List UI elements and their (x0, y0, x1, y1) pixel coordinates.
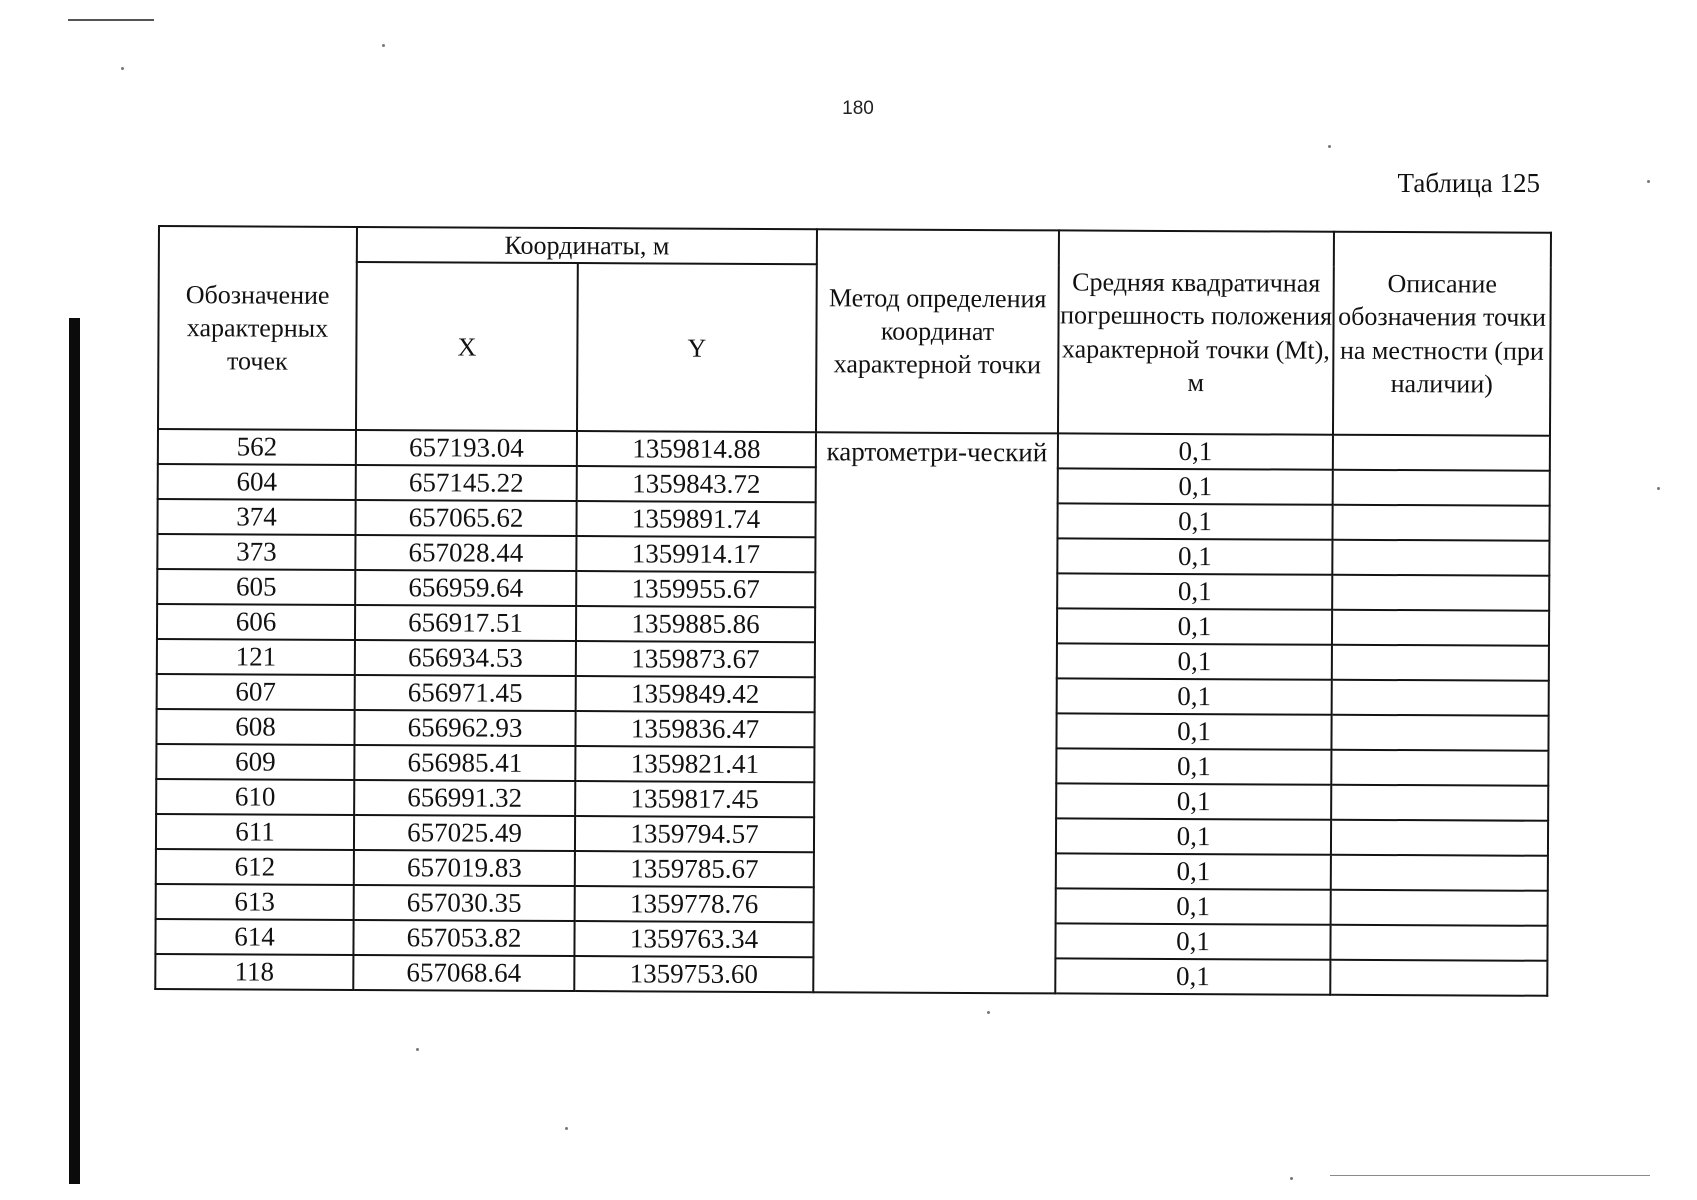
y-cell: 1359849.42 (576, 676, 815, 712)
x-cell: 656991.32 (354, 780, 575, 816)
point-cell: 614 (155, 919, 353, 955)
y-cell: 1359821.41 (575, 746, 814, 782)
header-y: Y (577, 263, 817, 432)
description-cell (1331, 820, 1548, 856)
header-description: Описание обозначения точки на местности (при наличии) (1333, 232, 1551, 436)
point-cell: 607 (157, 674, 355, 710)
x-cell: 657019.83 (354, 850, 575, 886)
description-cell (1332, 540, 1549, 576)
error-cell: 0,1 (1056, 714, 1331, 750)
scan-shadow-bar (69, 318, 80, 1184)
description-cell (1330, 925, 1547, 961)
error-cell: 0,1 (1057, 539, 1332, 575)
error-cell: 0,1 (1058, 469, 1333, 505)
description-cell (1333, 435, 1550, 471)
error-cell: 0,1 (1057, 609, 1332, 645)
header-coordinates: Координаты, м (357, 227, 817, 265)
point-cell: 374 (157, 499, 355, 535)
error-cell: 0,1 (1056, 889, 1331, 925)
point-cell: 121 (157, 639, 355, 675)
description-cell (1331, 785, 1548, 821)
y-cell: 1359843.72 (577, 466, 816, 502)
method-cell: картометри-ческий (813, 432, 1058, 993)
y-cell: 1359873.67 (576, 641, 815, 677)
x-cell: 656962.93 (354, 710, 575, 746)
point-cell: 118 (155, 954, 353, 990)
point-cell: 606 (157, 604, 355, 640)
coordinates-table (154, 225, 1552, 997)
y-cell: 1359785.67 (575, 851, 814, 887)
scan-mark-bottom (1330, 1175, 1650, 1176)
scan-speck (565, 1127, 568, 1130)
y-cell: 1359836.47 (575, 711, 814, 747)
error-cell: 0,1 (1056, 749, 1331, 785)
x-cell: 657025.49 (354, 815, 575, 851)
error-cell: 0,1 (1057, 504, 1332, 540)
description-cell (1331, 715, 1548, 751)
point-cell: 613 (156, 884, 354, 920)
scan-mark-top (68, 19, 154, 21)
point-cell: 373 (157, 534, 355, 570)
scan-speck (1647, 180, 1650, 183)
scan-speck (987, 1011, 990, 1014)
y-cell: 1359794.57 (575, 816, 814, 852)
scan-speck (382, 44, 385, 47)
error-cell: 0,1 (1057, 644, 1332, 680)
error-cell: 0,1 (1055, 959, 1330, 995)
point-cell: 610 (156, 779, 354, 815)
x-cell: 657028.44 (355, 535, 576, 571)
scan-speck (1290, 1177, 1293, 1180)
point-cell: 562 (158, 429, 356, 465)
y-cell: 1359891.74 (576, 501, 815, 537)
scan-speck (1657, 487, 1660, 490)
description-cell (1330, 960, 1547, 996)
description-cell (1332, 505, 1549, 541)
y-cell: 1359885.86 (576, 606, 815, 642)
x-cell: 656971.45 (355, 675, 576, 711)
point-cell: 612 (156, 849, 354, 885)
y-cell: 1359955.67 (576, 571, 815, 607)
scan-speck (1328, 145, 1331, 148)
header-x: X (356, 262, 578, 431)
error-cell: 0,1 (1056, 784, 1331, 820)
x-cell: 657053.82 (353, 920, 574, 956)
description-cell (1332, 645, 1549, 681)
error-cell: 0,1 (1057, 679, 1332, 715)
error-cell: 0,1 (1058, 434, 1333, 470)
point-cell: 605 (157, 569, 355, 605)
table-caption: Таблица 125 (1397, 168, 1540, 198)
x-cell: 656917.51 (355, 605, 576, 641)
description-cell (1332, 680, 1549, 716)
header-method: Метод определения координат характерной точки (816, 229, 1059, 433)
header-error: Средняя квадратичная погрешность положения характерной точки (Mt), м (1058, 230, 1334, 435)
y-cell: 1359753.60 (574, 956, 813, 992)
y-cell: 1359778.76 (575, 886, 814, 922)
scan-speck (121, 67, 124, 70)
error-cell: 0,1 (1055, 924, 1330, 960)
y-cell: 1359763.34 (574, 921, 813, 957)
x-cell: 656934.53 (355, 640, 576, 676)
description-cell (1332, 610, 1549, 646)
description-cell (1331, 890, 1548, 926)
y-cell: 1359817.45 (575, 781, 814, 817)
x-cell: 657030.35 (354, 885, 575, 921)
description-cell (1332, 575, 1549, 611)
error-cell: 0,1 (1056, 819, 1331, 855)
point-cell: 611 (156, 814, 354, 850)
x-cell: 657193.04 (356, 430, 577, 466)
point-cell: 604 (158, 464, 356, 500)
description-cell (1333, 470, 1550, 506)
point-cell: 608 (156, 709, 354, 745)
y-cell: 1359914.17 (576, 536, 815, 572)
x-cell: 656959.64 (355, 570, 576, 606)
x-cell: 657145.22 (356, 465, 577, 501)
x-cell: 657068.64 (353, 955, 574, 991)
scan-speck (416, 1048, 419, 1051)
page-number: 180 (842, 98, 874, 119)
error-cell: 0,1 (1057, 574, 1332, 610)
y-cell: 1359814.88 (577, 431, 816, 467)
x-cell: 656985.41 (354, 745, 575, 781)
description-cell (1331, 750, 1548, 786)
point-cell: 609 (156, 744, 354, 780)
error-cell: 0,1 (1056, 854, 1331, 890)
description-cell (1331, 855, 1548, 891)
x-cell: 657065.62 (355, 500, 576, 536)
header-point-designation: Обозначение характерных точек (158, 226, 357, 430)
